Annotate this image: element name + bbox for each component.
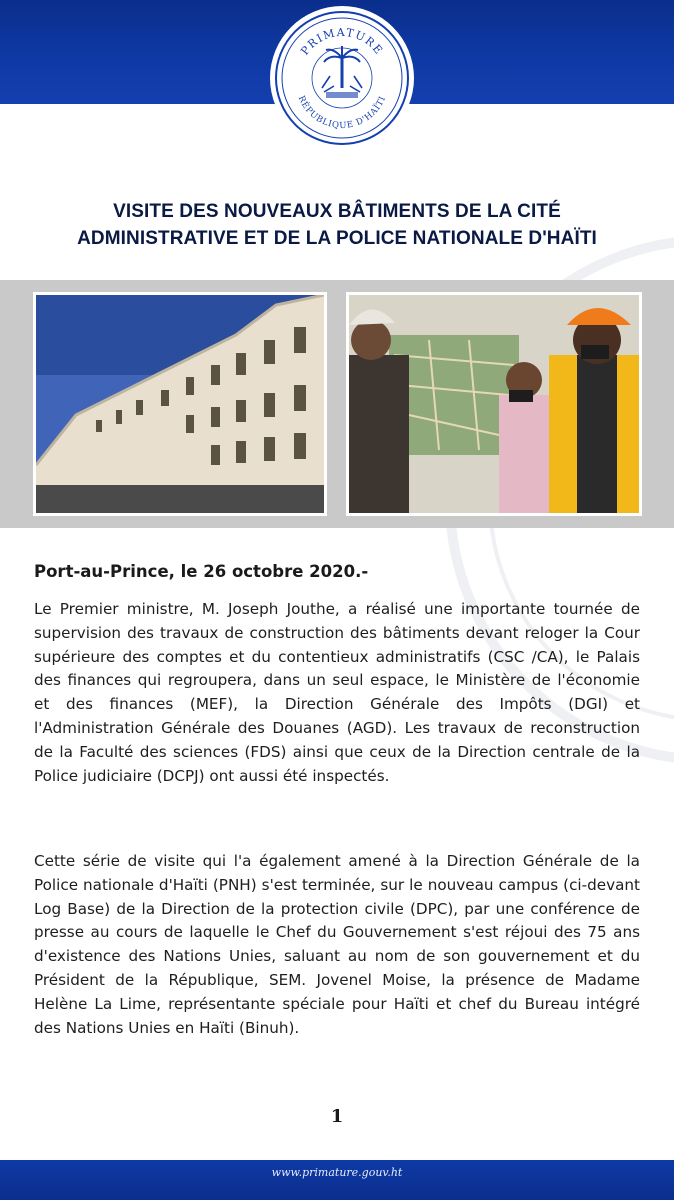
body-paragraph-2: Cette série de visite qui l'a également amené à la Direction Générale de la Police nationale d'Haïti (PNH) s'est terminée, sur le nouveau campus (ci-devant Log Base) de la Direction de la protection civile (DPC), par une conférence de presse au cours de laquelle le Chef du Gouvernement s'est réjoui des 75 ans d'existence des Nations Unies, saluant au nom de son gouvernement et du Président de la République, SEM. Jovenel Moise, la présence de Madame Helène La Lime, représentante spéciale pour Haïti et chef du Bureau intégré des Nations Unies en Haïti (Binuh). — [34, 852, 640, 1037]
dateline: Port-au-Prince, le 26 octobre 2020.- — [34, 562, 369, 581]
site-visit-photo — [346, 292, 642, 516]
seal-emblem-icon — [272, 8, 412, 148]
seal-bottom-text: RÉPUBLIQUE D'HAÏTI — [295, 94, 389, 132]
body-paragraph-1: Le Premier ministre, M. Joseph Jouthe, a réalisé une importante tournée de supervision des travaux de construction des bâtiments devant reloger la Cour supérieure des comptes et du contentieux administratifs (CSC /CA), le Palais des finances qui regroupera, dans un seul espace, le Ministère de l'économie et des finances (MEF), la Direction Générale des Impôts (DGI) et l'Administration Générale des Douanes (AGD). Les travaux de reconstruction de la Faculté des sciences (FDS) ainsi que ceux de la Direction centrale de la Police judiciaire (DCPJ) ont aussi été inspectés. — [34, 600, 640, 785]
footer-website-link[interactable]: www.primature.gouv.ht — [271, 1166, 403, 1179]
seal-top-text: PRIMATURE — [298, 25, 386, 58]
primature-seal-logo — [272, 8, 412, 148]
building-photo — [33, 292, 327, 516]
title-line-1: VISITE DES NOUVEAUX BÂTIMENTS DE LA CITÉ — [113, 201, 561, 222]
page-number: 1 — [330, 1106, 344, 1127]
document-title — [40, 198, 634, 252]
title-line-2: ADMINISTRATIVE ET DE LA POLICE NATIONALE D'HAÏTI — [77, 228, 597, 249]
